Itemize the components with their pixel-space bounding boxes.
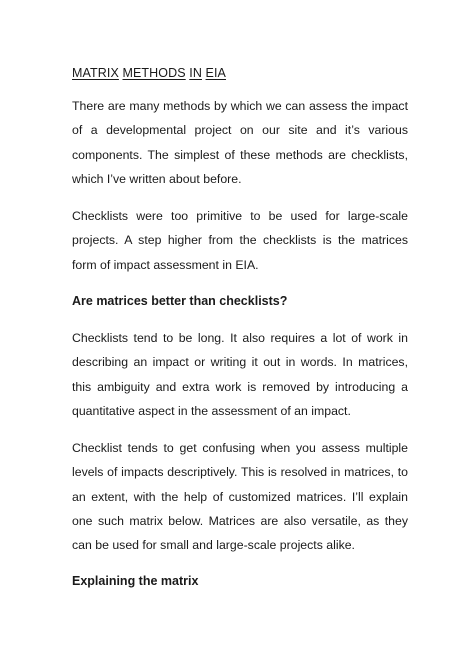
document-title xyxy=(72,65,226,81)
title-word-methods: METHODS xyxy=(122,66,186,80)
paragraph-intro: There are many methods by which we can assess the impact of a developmental project on our site and it’s various components. The simplest of these methods are checklists, which I’ve written about before. xyxy=(72,99,408,186)
title-word-eia: EIA xyxy=(205,66,226,80)
title-word-matrix: MATRIX xyxy=(72,66,119,80)
paragraph-checklists-long: Checklists tend to be long. It also requires a lot of work in describing an impact or writing it out in words. In matrices, this ambiguity and extra work is removed by introducing a quantitative aspect in the assessment of an impact. xyxy=(72,331,408,418)
paragraph-checklists-primitive: Checklists were too primitive to be used for large-scale projects. A step higher from the checklists is the matrices form of impact assessment in EIA. xyxy=(72,209,408,272)
section-heading-matrices-vs-checklists: Are matrices better than checklists? xyxy=(72,294,288,308)
paragraph-checklist-confusing: Checklist tends to get confusing when you assess multiple levels of impacts descriptively. This is resolved in matrices, to an extent, with the help of customized matrices. I’ll explain one such matrix below. Matrices are also versatile, as they can be used for small and large-scale projects alike. xyxy=(72,441,408,553)
section-heading-explaining-matrix: Explaining the matrix xyxy=(72,574,199,588)
title-word-in: IN xyxy=(189,66,202,80)
